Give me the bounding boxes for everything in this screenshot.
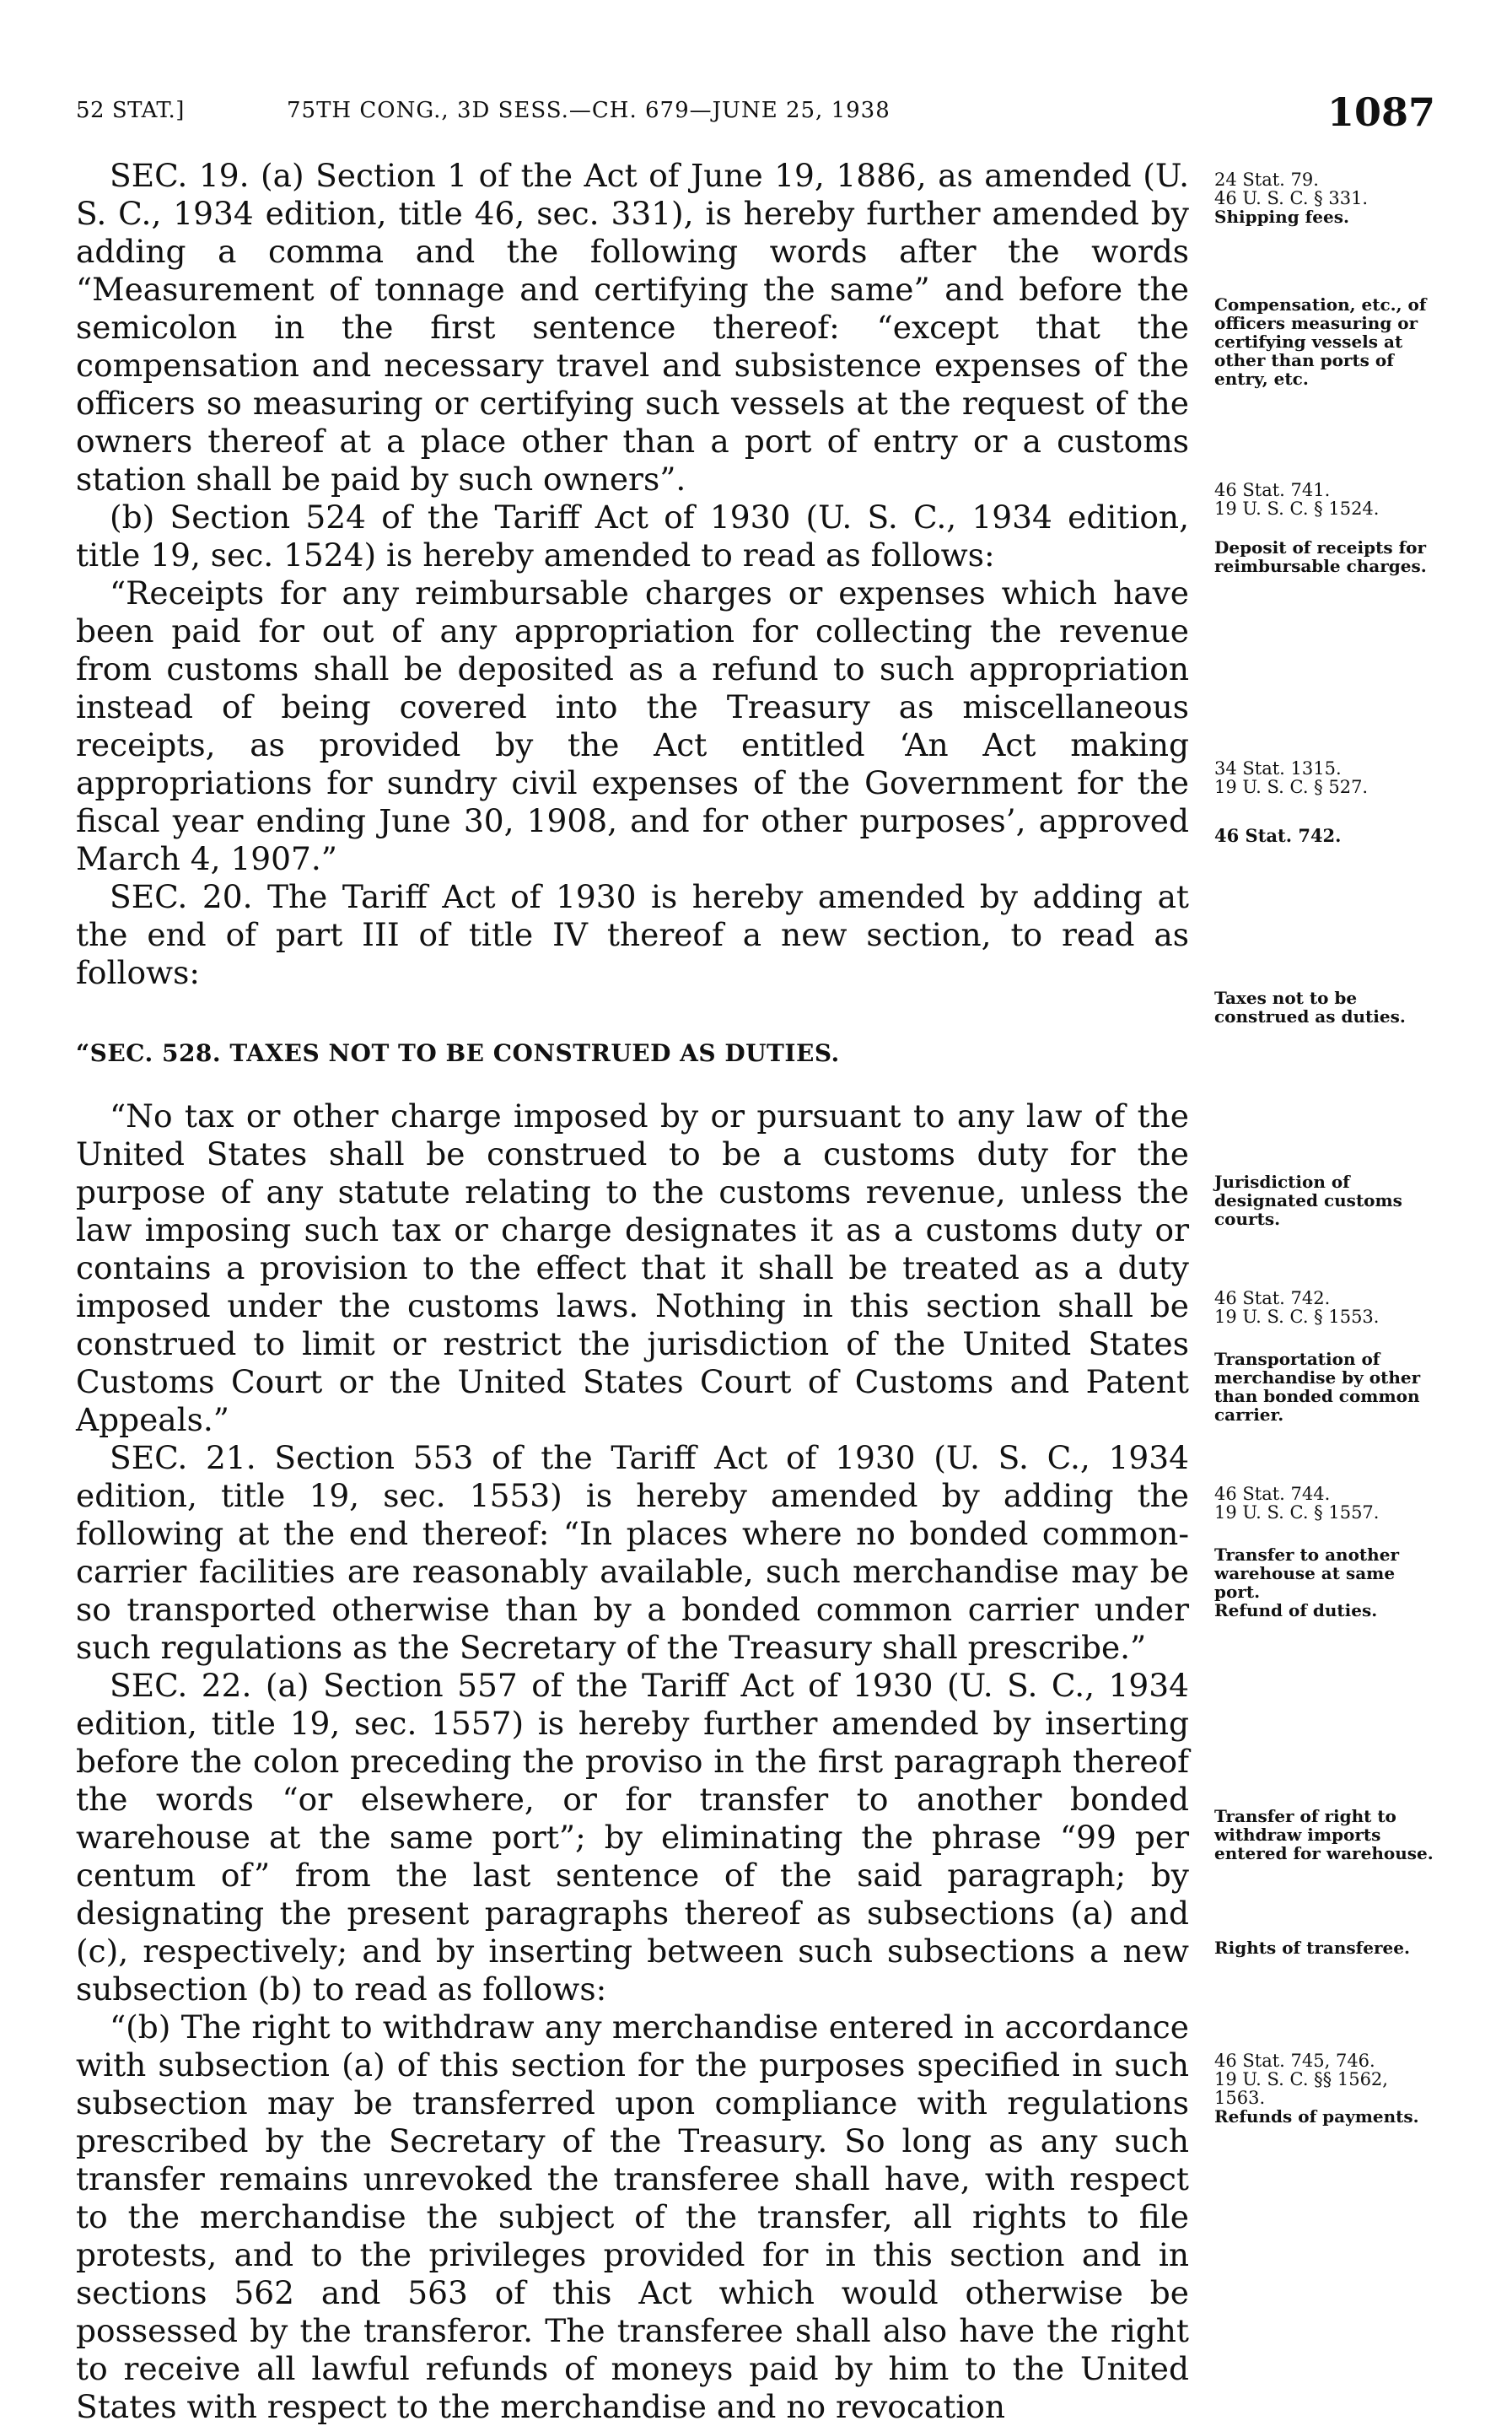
- section-19-a: [76, 157, 1189, 499]
- section-528-text: [76, 1097, 1189, 1439]
- section-21: [76, 1439, 1189, 1667]
- section-label: SEC. 22.: [110, 1667, 252, 1704]
- margin-note: [1214, 2051, 1442, 2126]
- note-desc: Compensation, etc., of officers measuring or certifying vessels at other than ports of entry, etc.: [1214, 294, 1427, 389]
- paragraph-text: (b) Section 524 of the Tariff Act of 1930 (U. S. C., 1934 edition, title 19, sec. 1524) is hereby amended to read as follows:: [76, 499, 1189, 574]
- section-528-heading: “SEC. 528. TAXES NOT TO BE CONSTRUED AS DUTIES.: [76, 1039, 840, 1067]
- section-label: SEC. 19.: [110, 157, 250, 194]
- margin-note: [1214, 481, 1442, 518]
- paragraph-text: “No tax or other charge imposed by or pursuant to any law of the United States shall be construed to be a customs duty for the purpose of any statute relating to the customs revenue, unless the law imposing such tax or charge designates it as a customs duty or contains a provision to the effect that it shall be treated as a duty imposed under the customs laws. Nothing in this section shall be construed to limit or restrict the jurisdiction of the United States Customs Court or the United States Court of Customs and Patent Appeals.”: [76, 1097, 1189, 1438]
- margin-note: [1214, 1289, 1442, 1326]
- paragraph-text: Section 553 of the Tariff Act of 1930 (U. S. C., 1934 edition, title 19, sec. 1553) is hereby amended by adding the following at the end thereof: “In places where no bonded common-carrier facilities are reasonably available, such merchandise may be so transported otherwise than by a bonded common carrier under such regulations as the Secretary of the Treasury shall prescribe.”: [76, 1439, 1189, 1666]
- citation: 46 Stat. 745, 746. 19 U. S. C. §§ 1562, 1563.: [1214, 2051, 1388, 2108]
- paragraph-text: (a) Section 1 of the Act of June 19, 1886, as amended (U. S. C., 1934 edition, title 46, sec. 331), is hereby further amended by adding a comma and the following words after the words “Measurement of tonnage and certifying the same” and before the semicolon in the first sentence thereof: “except that the compensation and necessary travel and subsistence expenses of the officers so measuring or certifying such vessels at the request of the owners thereof at a place other than a port of entry or a customs station shall be paid by such owners”.: [76, 157, 1189, 498]
- margin-note: [1214, 1545, 1442, 1620]
- paragraph-text: “Receipts for any reimbursable charges or expenses which have been paid for out of any appropriation for collecting the revenue from customs shall be deposited as a refund to such appropriation instead of being covered into the Treasury as miscellaneous receipts, as provided by the Act entitled ‘An Act making appropriations for sundry civil expenses of the Government for the fiscal year ending June 30, 1908, and for other purposes’, approved March 4, 1907.”: [76, 574, 1189, 877]
- section-label: SEC. 21.: [110, 1439, 256, 1476]
- section-label: SEC. 20.: [110, 878, 253, 915]
- note-desc: Taxes not to be construed as duties.: [1214, 988, 1406, 1027]
- margin-note: [1214, 1938, 1442, 1957]
- citation: 46 Stat. 744. 19 U. S. C. § 1557.: [1214, 1484, 1380, 1523]
- paragraph-text: The Tariff Act of 1930 is hereby amended by adding at the end of part III of title IV thereof a new section, to read as follows:: [76, 878, 1190, 991]
- margin-note: [1214, 1807, 1442, 1863]
- section-19-b: [76, 499, 1189, 574]
- paragraph-text: (a) Section 557 of the Tariff Act of 1930 (U. S. C., 1934 edition, title 19, sec. 1557) is hereby further amended by inserting before the colon preceding the proviso in the first paragraph thereof the words “or elsewhere, or for transfer to another bonded warehouse at the same port”; by eliminating the phrase “99 per centum of” from the last sentence of the said paragraph; by designating the present paragraphs thereof as subsections (a) and (c), respectively; and by inserting between such subsections a new subsection (b) to read as follows:: [76, 1667, 1189, 2008]
- section-22-a: [76, 1667, 1189, 2008]
- note-desc: Transfer of right to withdraw imports entered for warehouse.: [1214, 1806, 1434, 1863]
- note-desc: Deposit of receipts for reimbursable charges.: [1214, 537, 1427, 576]
- citation: 34 Stat. 1315. 19 U. S. C. § 527.: [1214, 758, 1369, 797]
- note-desc: Rights of transferee.: [1214, 1938, 1410, 1958]
- margin-note: [1214, 538, 1442, 575]
- running-head: 75TH CONG., 3D SESS.—CH. 679—JUNE 25, 1938: [287, 98, 891, 123]
- section-22-b-quote: [76, 2008, 1189, 2426]
- note-desc: Jurisdiction of designated customs courts.: [1214, 1172, 1402, 1229]
- citation: 46 Stat. 741. 19 U. S. C. § 1524.: [1214, 480, 1380, 519]
- margin-note: [1214, 1485, 1442, 1522]
- margin-note: [1214, 1350, 1442, 1424]
- margin-note: [1214, 170, 1442, 226]
- citation: 46 Stat. 742.: [1214, 825, 1342, 846]
- margin-note: [1214, 1173, 1442, 1228]
- margin-note: [1214, 989, 1442, 1026]
- note-desc: Transportation of merchandise by other than bonded common carrier.: [1214, 1349, 1421, 1425]
- citation: 24 Stat. 79. 46 U. S. C. § 331.: [1214, 170, 1369, 208]
- margin-note: [1214, 759, 1442, 796]
- page-number: 1087: [1326, 89, 1435, 135]
- page-header: [76, 89, 1435, 137]
- note-desc: Shipping fees.: [1214, 207, 1349, 227]
- body-text: [76, 157, 1189, 2426]
- margin-note: [1214, 295, 1442, 388]
- note-desc: Transfer to another warehouse at same port. Refund of duties.: [1214, 1545, 1399, 1620]
- paragraph-text: “(b) The right to withdraw any merchandise entered in accordance with subsection (a) of this section for the purposes specified in such subsection may be transferred upon compliance with regulations prescribed by the Secretary of the Treasury. So long as any such transfer remains unrevoked the transferee shall have, with respect to the merchandise the subject of the transfer, all rights to file protests, and to the privileges provided for in this section and in sections 562 and 563 of this Act which would otherwise be possessed by the transferor. The transferee shall also have the right to receive all lawful refunds of moneys paid by him to the United States with respect to the merchandise and no revocation: [76, 2008, 1189, 2425]
- section-524-text: [76, 574, 1189, 878]
- note-desc: Refunds of payments.: [1214, 2106, 1419, 2127]
- statute-volume-label: 52 STAT.]: [76, 98, 185, 123]
- margin-note: [1214, 827, 1442, 845]
- citation: 46 Stat. 742. 19 U. S. C. § 1553.: [1214, 1288, 1380, 1327]
- section-20: [76, 878, 1189, 992]
